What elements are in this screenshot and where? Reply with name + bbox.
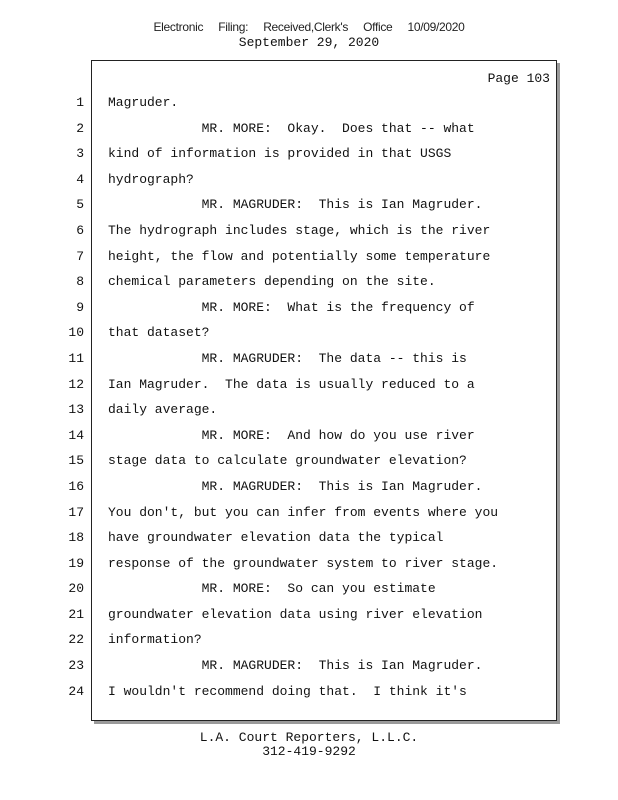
line-number: 16	[68, 478, 84, 494]
line-number: 9	[76, 299, 84, 315]
transcript-line: MR. MORE: And how do you use river	[108, 427, 475, 443]
line-number: 18	[68, 530, 84, 546]
line-number: 21	[68, 606, 84, 622]
stamp-date: 10/09/2020	[407, 20, 465, 34]
stamp-word-received: Received,Clerk's	[263, 20, 349, 34]
transcript-text	[108, 93, 548, 707]
line-number: 1	[76, 95, 84, 110]
line-number: 17	[68, 504, 84, 520]
line-number: 15	[68, 453, 84, 469]
transcript-date: September 29, 2020	[238, 35, 380, 50]
transcript-line: stage data to calculate groundwater elevation?	[108, 453, 467, 469]
line-number: 3	[76, 146, 84, 162]
line-number: 6	[76, 222, 84, 238]
transcript-line: height, the flow and potentially some temperature	[108, 248, 491, 264]
transcript-line: Magruder.	[108, 95, 179, 110]
transcript-line: groundwater elevation data using river elevation	[108, 606, 483, 622]
transcript-line: MR. MORE: So can you estimate	[108, 581, 436, 597]
line-number: 5	[76, 197, 84, 213]
line-number: 11	[68, 350, 84, 366]
reporter-footer	[0, 731, 618, 759]
line-number: 7	[76, 248, 84, 264]
transcript-line: Ian Magruder. The data is usually reduced to a	[108, 376, 475, 392]
transcript-line: MR. MORE: What is the frequency of	[108, 299, 475, 315]
line-number: 12	[68, 376, 84, 392]
transcript-line: MR. MAGRUDER: This is Ian Magruder.	[108, 197, 483, 213]
filing-stamp	[0, 20, 618, 34]
stamp-word-office: Office	[363, 20, 393, 34]
transcript-line: I wouldn't recommend doing that. I think it's	[108, 683, 467, 699]
line-number: 20	[68, 581, 84, 597]
reporter-company: L.A. Court Reporters, L.L.C.	[199, 730, 419, 745]
transcript-line: daily average.	[108, 402, 218, 418]
transcript-line: You don't, but you can infer from events where you	[108, 504, 499, 520]
transcript-line: The hydrograph includes stage, which is the river	[108, 222, 491, 238]
transcript-line: kind of information is provided in that USGS	[108, 146, 452, 162]
line-number-column	[50, 93, 84, 707]
stamp-word-filing: Filing:	[218, 20, 249, 34]
line-number: 19	[68, 555, 84, 571]
line-number: 14	[68, 427, 84, 443]
transcript-line: hydrograph?	[108, 171, 194, 187]
line-number: 10	[68, 325, 84, 341]
page-number: Page 103	[487, 71, 550, 86]
line-number: 22	[68, 632, 84, 648]
reporter-phone: 312-419-9292	[262, 744, 356, 759]
stamp-word-electronic: Electronic	[153, 20, 204, 34]
transcript-line: response of the groundwater system to river stage.	[108, 555, 499, 571]
line-number: 24	[68, 683, 84, 699]
transcript-line: MR. MAGRUDER: This is Ian Magruder.	[108, 658, 483, 674]
transcript-line: MR. MORE: Okay. Does that -- what	[108, 120, 475, 136]
transcript-line: information?	[108, 632, 202, 648]
line-number: 8	[76, 274, 84, 290]
line-number: 13	[68, 402, 84, 418]
transcript-line: chemical parameters depending on the site.	[108, 274, 436, 290]
transcript-line: MR. MAGRUDER: The data -- this is	[108, 350, 467, 366]
line-number: 2	[76, 120, 84, 136]
transcript-line: have groundwater elevation data the typical	[108, 530, 444, 546]
line-number: 23	[68, 658, 84, 674]
transcript-line: MR. MAGRUDER: This is Ian Magruder.	[108, 478, 483, 494]
line-number: 4	[76, 171, 84, 187]
transcript-line: that dataset?	[108, 325, 210, 341]
